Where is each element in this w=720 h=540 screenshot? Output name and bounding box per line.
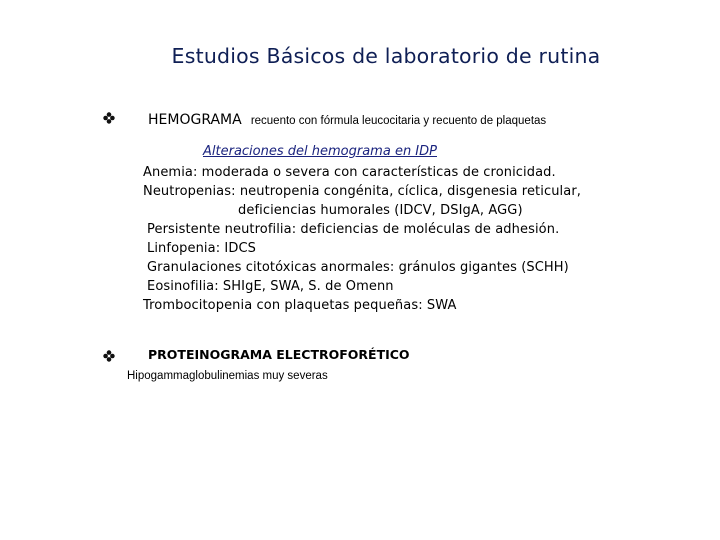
- text-line-granulaciones: Granulaciones citotóxicas anormales: gránulos gigantes (SCHH): [147, 260, 569, 275]
- diamond-bullet-icon: [103, 112, 115, 124]
- text-line-linfopenia: Linfopenia: IDCS: [147, 241, 256, 256]
- hemograma-heading: HEMOGRAMA: [148, 112, 242, 128]
- proteinograma-note: Hipogammaglobulinemias muy severas: [127, 370, 328, 382]
- slide-title: Estudios Básicos de laboratorio de rutina: [171, 44, 601, 68]
- text-line-deficiencias: deficiencias humorales (IDCV, DSIgA, AGG): [238, 203, 523, 218]
- hemograma-heading-line: [148, 109, 546, 128]
- proteinograma-heading: PROTEINOGRAMA ELECTROFORÉTICO: [148, 347, 410, 362]
- diamond-bullet-icon: [103, 350, 115, 362]
- text-line-eosinofilia: Eosinofilia: SHIgE, SWA, S. de Omenn: [147, 279, 394, 294]
- text-line-neutropenias: Neutropenias: neutropenia congénita, cíclica, disgenesia reticular,: [143, 184, 582, 199]
- text-line-anemia: Anemia: moderada o severa con características de cronicidad.: [143, 165, 556, 180]
- hemograma-description: recuento con fórmula leucocitaria y recuento de plaquetas: [250, 115, 547, 127]
- text-line-trombocitopenia: Trombocitopenia con plaquetas pequeñas: SWA: [143, 298, 457, 313]
- text-line-neutrofilia: Persistente neutrofilia: deficiencias de moléculas de adhesión.: [147, 222, 560, 237]
- alteraciones-subheading: Alteraciones del hemograma en IDP: [203, 144, 437, 159]
